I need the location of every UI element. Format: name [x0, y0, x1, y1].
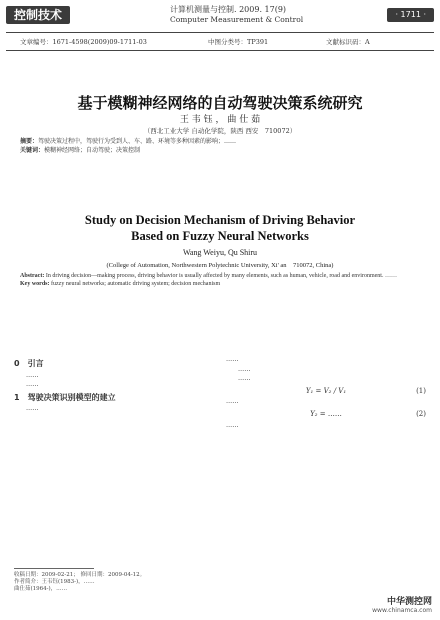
- abstract-cn: [20, 138, 420, 155]
- paper-title-en: [0, 212, 440, 244]
- equation-1-number: (1): [416, 386, 426, 395]
- logo-text: 中华测控网: [386, 597, 432, 607]
- page-header: [0, 0, 440, 34]
- footnote: [14, 572, 214, 593]
- affiliation-en: (College of Automation, Northwestern Polytechnic University, Xi' an 710072, China): [106, 262, 334, 269]
- section-heading-model: 1 驾驶决策识别模型的建立: [14, 392, 116, 402]
- footnote-dates: [14, 572, 214, 579]
- abstract-text-cn: 驾驶决策过程中，驾驶行为受到人、车、路、环境等多种因素的影响；……: [38, 138, 237, 145]
- paragraph: ……: [26, 381, 39, 389]
- paragraph: ……: [226, 421, 239, 429]
- abstract-label-en: Abstract:: [20, 273, 45, 279]
- author-bio-1: 作者简介：王韦钰(1983-)，……: [14, 579, 95, 585]
- keywords-label-cn: 关键词：: [20, 146, 45, 154]
- paragraph: ……: [226, 398, 239, 406]
- article-number: 文章编号：1671-4598(2009)09-1711-03: [20, 38, 147, 46]
- section-tab: 控制技术: [6, 6, 70, 24]
- affiliation-cn: （西北工业大学 自动化学院，陕西 西安 710072）: [143, 127, 297, 135]
- authors-cn: 王 韦 钰 ， 曲 仕 茹: [179, 115, 261, 125]
- section-heading-intro: 0 引言: [14, 359, 44, 368]
- paragraph: ……: [26, 405, 39, 413]
- abstract-text-en: In driving decision—making process, driving behavior is usually affected by many elements, such as human, vehicle, road and environment. ……: [45, 273, 397, 279]
- author-bio-2: 曲仕茹(1964-)，……: [14, 586, 68, 592]
- equation-1-body: Y₁ = V₂ / V₁: [305, 386, 347, 395]
- clc-number: 中图分类号：TP391: [208, 38, 269, 46]
- received-date: 收稿日期：2009-02-21；: [14, 572, 79, 578]
- revised-date: 修回日期：2009-04-12。: [80, 572, 146, 578]
- header-rule: [6, 32, 434, 33]
- equation-1: [226, 387, 426, 396]
- footnote-rule: [14, 568, 94, 569]
- page-number: · 1711 ·: [387, 8, 434, 22]
- meta-rule: [6, 50, 434, 51]
- keywords-cn: 模糊神经网络；自动驾驶；决策控制: [44, 146, 141, 154]
- document-code: 文献标识码：A: [326, 38, 370, 46]
- body-column-right: [226, 356, 426, 431]
- equation-2-number: (2): [416, 409, 426, 418]
- keywords-en: fuzzy neural networks; automatic driving system; decision mechanism: [51, 281, 221, 287]
- keywords-label-en: Key words:: [20, 281, 50, 287]
- paragraph: ……: [26, 371, 39, 379]
- body-column-left: [14, 356, 214, 415]
- authors-en: Wang Weiyu, Qu Shiru: [182, 248, 258, 257]
- paragraph: ……: [238, 375, 251, 383]
- equation-2: [226, 410, 426, 419]
- paragraph: ……: [238, 365, 251, 373]
- abstract-label-cn: 摘要：: [20, 138, 39, 145]
- title-en-line-1: Study on Decision Mechanism of Driving Behavior: [84, 213, 356, 227]
- equation-2-body: Y₂ = ……: [310, 409, 342, 418]
- journal-cn: 计算机测量与控制. 2009. 17(9): [170, 5, 287, 14]
- abstract-en: [20, 272, 420, 288]
- paper-title-cn: 基于模糊神经网络的自动驾驶决策系统研究: [77, 94, 363, 112]
- logo-url: www.chinamca.com: [372, 607, 432, 614]
- journal-en: Computer Measurement & Control: [170, 15, 304, 24]
- publisher-logo: [372, 594, 432, 614]
- journal-info: [170, 5, 303, 25]
- paragraph: ……: [226, 356, 239, 363]
- title-en-line-2: Based on Fuzzy Neural Networks: [131, 229, 309, 243]
